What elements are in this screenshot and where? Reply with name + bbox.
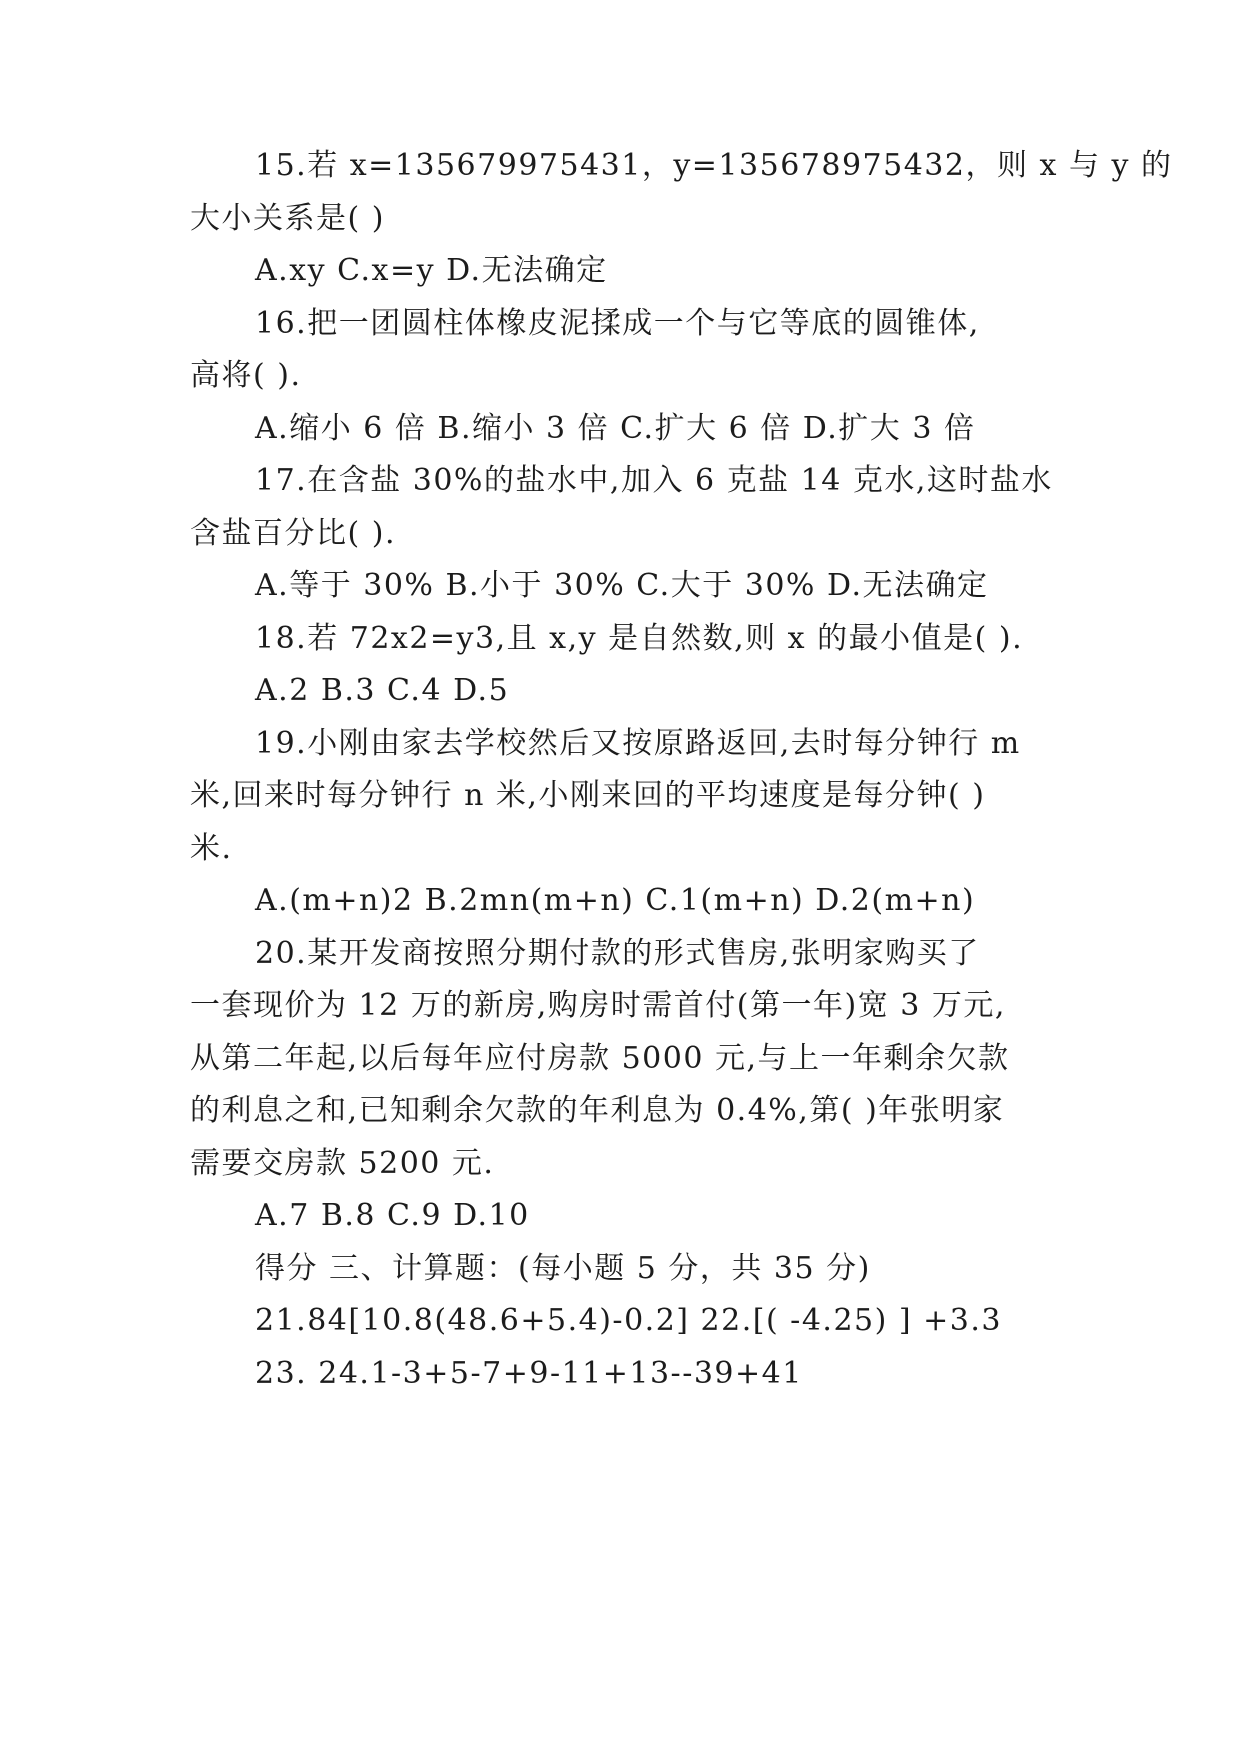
question-16-options: A.缩小 6 倍 B.缩小 3 倍 C.扩大 6 倍 D.扩大 3 倍 bbox=[255, 411, 976, 446]
question-15-line-1: 15.若 x=135679975431，y=135678975432，则 x 与 y 的 bbox=[255, 148, 1173, 183]
question-18-options: A.2 B.3 C.4 D.5 bbox=[255, 673, 510, 708]
calc-questions-23-24: 23. 24.1-3+5-7+9-11+13--39+41 bbox=[255, 1356, 803, 1391]
question-19-line-1: 19.小刚由家去学校然后又按原路返回,去时每分钟行 m bbox=[255, 726, 1021, 761]
question-17-line-1: 17.在含盐 30%的盐水中,加入 6 克盐 14 克水,这时盐水 bbox=[255, 463, 1053, 498]
question-20-line-5: 需要交房款 5200 元. bbox=[190, 1146, 495, 1181]
question-20-line-4: 的利息之和,已知剩余欠款的年利息为 0.4%,第( )年张明家 bbox=[190, 1093, 1005, 1128]
question-20-line-2: 一套现价为 12 万的新房,购房时需首付(第一年)宽 3 万元, bbox=[190, 988, 1006, 1023]
question-15-line-2: 大小关系是( ) bbox=[190, 201, 385, 236]
calc-questions-21-22: 21.84[10.8(48.6+5.4)-0.2] 22.[( -4.25) ] +3.3 bbox=[255, 1303, 1002, 1338]
question-17-options: A.等于 30% B.小于 30% C.大于 30% D.无法确定 bbox=[255, 568, 989, 603]
question-20-line-3: 从第二年起,以后每年应付房款 5000 元,与上一年剩余欠款 bbox=[190, 1041, 1010, 1076]
question-18-line-1: 18.若 72x2=y3,且 x,y 是自然数,则 x 的最小值是( ). bbox=[255, 621, 1024, 656]
section-heading: 得分 三、计算题：(每小题 5 分，共 35 分) bbox=[255, 1251, 871, 1286]
question-15-options: A.xy C.x=y D.无法确定 bbox=[255, 253, 608, 288]
question-19-options: A.(m+n)2 B.2mn(m+n) C.1(m+n) D.2(m+n) bbox=[255, 883, 976, 918]
question-20-line-1: 20.某开发商按照分期付款的形式售房,张明家购买了 bbox=[255, 936, 980, 971]
question-16-line-1: 16.把一团圆柱体橡皮泥揉成一个与它等底的圆锥体, bbox=[255, 306, 980, 341]
question-19-line-2: 米,回来时每分钟行 n 米,小刚来回的平均速度是每分钟( ) bbox=[190, 778, 986, 813]
question-19-line-3: 米. bbox=[190, 831, 233, 866]
question-16-line-2: 高将( ). bbox=[190, 358, 302, 393]
question-17-line-2: 含盐百分比( ). bbox=[190, 516, 396, 551]
question-20-options: A.7 B.8 C.9 D.10 bbox=[255, 1198, 530, 1233]
